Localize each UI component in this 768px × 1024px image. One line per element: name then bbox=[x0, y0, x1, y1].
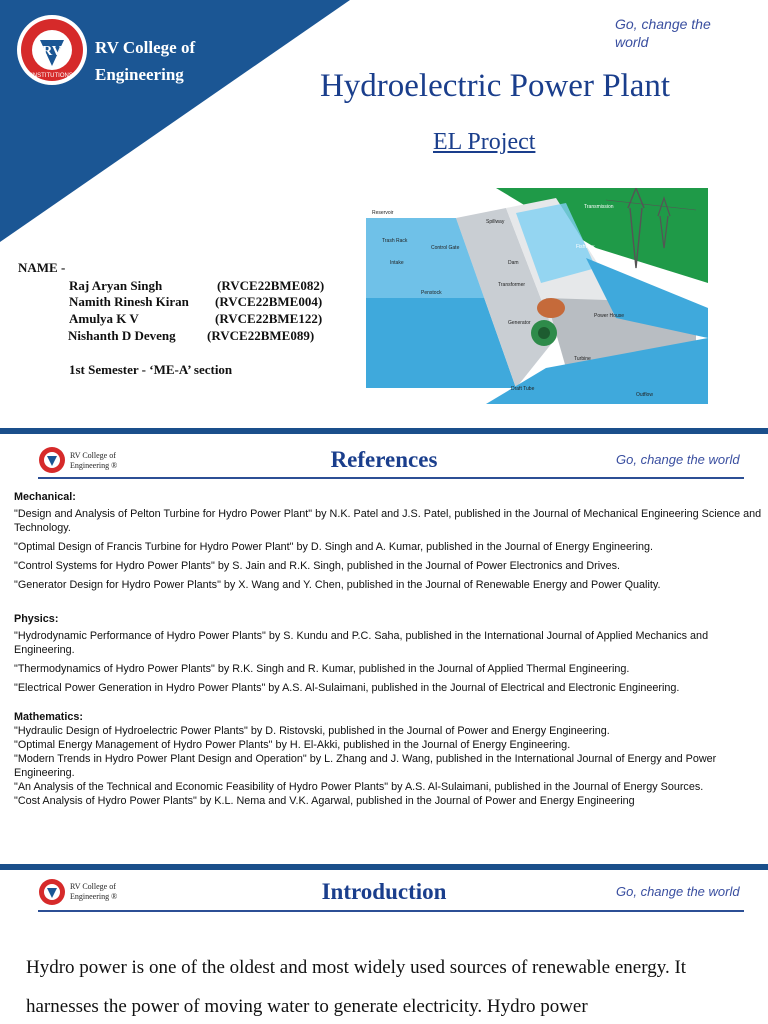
reference-heading: Physics: bbox=[14, 613, 59, 625]
reference-item: "Thermodynamics of Hydro Power Plants" by R.K. Singh and R. Kumar, published in the Journal of Applied Thermal Engineering. bbox=[14, 663, 630, 675]
college-small-line1: RV College of bbox=[70, 451, 116, 460]
title-slide bbox=[0, 0, 768, 428]
reference-list bbox=[14, 490, 762, 808]
student-name: Amulya K V bbox=[69, 311, 139, 326]
page-title: Hydroelectric Power Plant bbox=[319, 68, 671, 104]
semester-label: 1st Semester - ‘ME-A’ section bbox=[69, 362, 233, 377]
header-divider bbox=[38, 910, 744, 912]
label-transformer: Transformer bbox=[498, 282, 526, 288]
college-name-line1: RV College of bbox=[95, 38, 196, 57]
reference-item: "Modern Trends in Hydro Power Plant Design and Operation" by L. Zhang and J. Wang, published in the International Journal of Energy and Power Engineering. bbox=[14, 753, 717, 779]
reference-item: "Electrical Power Generation in Hydro Power Plants" by A.S. Al-Sulaimani, published in the Journal of Electrical and Electronic Engineering. bbox=[14, 682, 680, 694]
reference-heading: Mechanical: bbox=[14, 491, 76, 503]
label-outflow: Outflow bbox=[636, 392, 653, 398]
label-power-house: Power House bbox=[594, 313, 625, 319]
label-spillway: Spillway bbox=[486, 219, 505, 225]
reference-item: "Cost Analysis of Hydro Power Plants" by K.L. Nema and V.K. Agarwal, published in the Journal of Power and Energy Engineering bbox=[14, 795, 635, 807]
reference-item: "Optimal Energy Management of Hydro Power Plants" by H. El-Akki, published in the Journal of Energy Engineering. bbox=[14, 739, 571, 751]
student-usn: (RVCE22BME122) bbox=[215, 311, 323, 326]
section-title: References bbox=[330, 447, 438, 472]
page-subtitle: EL Project bbox=[433, 129, 536, 155]
label-transmission: Transmission bbox=[584, 204, 614, 210]
reference-item: "Design and Analysis of Pelton Turbine for Hydro Power Plant" by N.K. Patel and J.S. Patel, published in the Journal of Mechanical Engineering Science and Technology. bbox=[14, 508, 762, 534]
reference-heading: Mathematics: bbox=[14, 711, 83, 723]
reference-item: "Hydraulic Design of Hydroelectric Power Plants" by D. Ristovski, published in the Journal of Power and Energy Engineering. bbox=[14, 725, 610, 737]
label-fishway: Fishway bbox=[576, 244, 595, 250]
college-small-line2: Engineering ® bbox=[70, 461, 118, 470]
tagline: Go, change the world bbox=[616, 452, 740, 467]
tagline: Go, change the world bbox=[615, 16, 711, 50]
label-generator: Generator bbox=[508, 320, 531, 326]
reference-item: "Hydrodynamic Performance of Hydro Power Plants" by S. Kundu and P.C. Saha, published in the International Journal of Applied Mechanics and Engineering. bbox=[14, 630, 709, 656]
college-name-line2: Engineering bbox=[95, 65, 184, 84]
student-name: Namith Rinesh Kiran bbox=[69, 294, 189, 309]
label-turbine: Turbine bbox=[574, 356, 591, 362]
introduction-slide bbox=[0, 870, 768, 1024]
student-usn: (RVCE22BME089) bbox=[207, 328, 315, 343]
college-small-line2: Engineering ® bbox=[70, 892, 118, 901]
label-dam: Dam bbox=[508, 260, 519, 266]
intro-paragraph: Hydro power is one of the oldest and most widely used sources of renewable energy. It harnesses the power of moving water to generate electricity. Hydro power bbox=[26, 957, 687, 1017]
reference-item: "An Analysis of the Technical and Economic Feasibility of Hydro Power Plants" by A.S. Al-Sulaimani, published in the Journal of Energy Sources. bbox=[14, 781, 704, 793]
label-trash-rack: Trash Rack bbox=[382, 238, 408, 244]
references-slide bbox=[0, 434, 768, 864]
tagline: Go, change the world bbox=[616, 884, 740, 899]
label-penstock: Penstock bbox=[421, 290, 442, 296]
name-label: NAME - bbox=[18, 260, 66, 275]
reference-item: "Optimal Design of Francis Turbine for Hydro Power Plant" by D. Singh and A. Kumar, published in the Journal of Energy Engineering. bbox=[14, 541, 654, 553]
hydro-plant-diagram bbox=[366, 188, 708, 404]
label-control-gate: Control Gate bbox=[431, 245, 460, 251]
college-small-line1: RV College of bbox=[70, 882, 116, 891]
label-draft-tube: Draft Tube bbox=[511, 386, 535, 392]
student-name: Nishanth D Deveng bbox=[68, 328, 176, 343]
label-intake: Intake bbox=[390, 260, 404, 266]
student-name: Raj Aryan Singh bbox=[69, 278, 163, 293]
logo-letters: RV bbox=[42, 44, 62, 59]
student-usn: (RVCE22BME082) bbox=[217, 278, 325, 293]
logo-ring-text: INSTITUTIONS bbox=[31, 73, 73, 79]
reference-item: "Generator Design for Hydro Power Plants" by X. Wang and Y. Chen, published in the Journal of Renewable Energy and Power Quality. bbox=[14, 579, 661, 591]
reference-item: "Control Systems for Hydro Power Plants" by S. Jain and R.K. Singh, published in the Journal of Power Electronics and Drives. bbox=[14, 560, 620, 572]
header-divider bbox=[38, 477, 744, 479]
section-title: Introduction bbox=[321, 879, 447, 904]
label-reservoir: Reservoir bbox=[372, 210, 394, 216]
student-usn: (RVCE22BME004) bbox=[215, 294, 323, 309]
